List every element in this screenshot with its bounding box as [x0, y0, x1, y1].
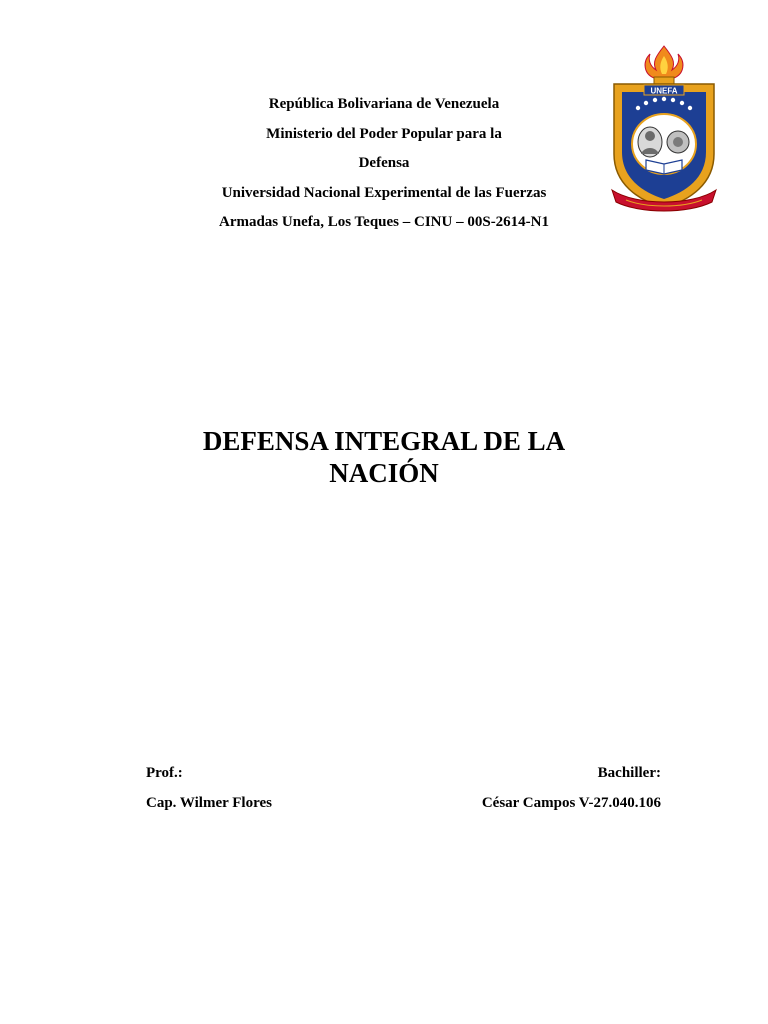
- title-line-2: NACIÓN: [329, 458, 439, 488]
- professor-label: Prof.:: [146, 765, 183, 781]
- header-line-ministry-cont: Defensa: [358, 155, 410, 171]
- professor-name: Cap. Wilmer Flores: [146, 795, 272, 811]
- header-line-ministry: Ministerio del Poder Popular para la: [266, 125, 502, 142]
- professor-block: [146, 764, 272, 812]
- university-crest-icon: [606, 44, 722, 216]
- header-line-country: República Bolivariana de Venezuela: [268, 96, 500, 112]
- header-line-university: Universidad Nacional Experimental de las Fuerzas: [221, 184, 547, 201]
- student-label: Bachiller:: [597, 765, 661, 781]
- student-block: [482, 764, 661, 812]
- crest-banner-text: UNEFA: [650, 86, 678, 96]
- document-title: [0, 425, 768, 489]
- header-line-campus: Armadas Unefa, Los Teques – CINU – 00S-2614-N1: [218, 214, 550, 230]
- student-name: César Campos V-27.040.106: [481, 795, 661, 811]
- title-line-1: DEFENSA INTEGRAL DE LA: [202, 426, 566, 456]
